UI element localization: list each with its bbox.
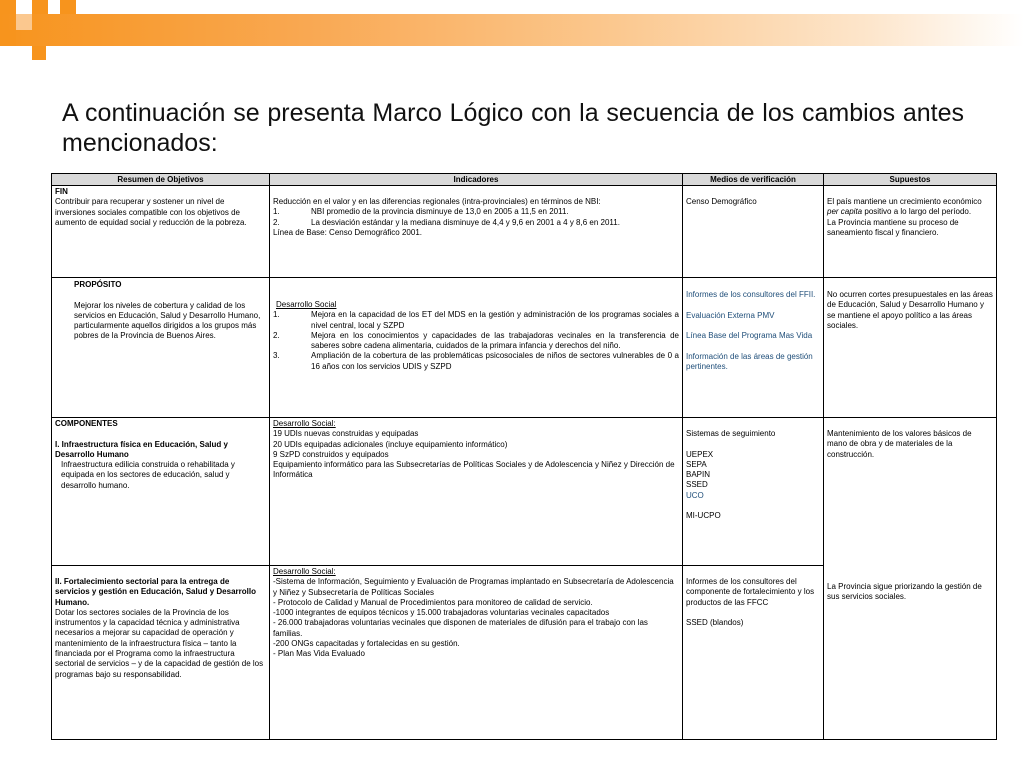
componente-1-medios-cell: [684, 429, 822, 522]
list-item: 3. Ampliación de la cobertura de las problemáticas psicosociales de niños de sectores vulnerables de 0 a 16 años con los servicios UDIS y SZPD: [273, 351, 679, 371]
componente-1-ind-line: 20 UDIs equipadas adicionales (incluye equipamiento informático): [273, 439, 508, 449]
column-divider: [823, 174, 824, 739]
componente-2-ind-line: - 26.000 trabajadoras voluntarias vecinales que disponen de materiales de difusión para el trabajo con las familias.: [273, 618, 648, 638]
componente-1-medios-item: SEPA: [686, 459, 707, 469]
decor-square: [32, 0, 48, 14]
decor-square: [0, 30, 16, 46]
componentes-label: COMPONENTES: [55, 419, 118, 428]
decor-square: [60, 0, 76, 14]
componente-1-medios-last: MI-UCPO: [686, 511, 721, 521]
componente-1-body: Infraestructura edilicia construida o rehabilitada y equipada en los sectores de educación, salud y desarrollo humano.: [61, 460, 235, 490]
proposito-medios-4: Información de las áreas de gestión pertinentes.: [686, 351, 813, 372]
proposito-indicadores-cell: [271, 300, 681, 372]
row-divider: [52, 565, 823, 566]
componente-2-medios-text-b: SSED (blandos): [686, 618, 744, 628]
componente-2-ind-line: -200 ONGs capacitadas y fortalecidas en su gestión.: [273, 639, 460, 649]
componente-1-resumen-cell: [53, 419, 268, 491]
header-supuestos: Supuestos: [889, 175, 931, 184]
proposito-label: PROPÓSITO: [74, 280, 122, 289]
header-decor-band: [0, 14, 1024, 46]
column-divider: [269, 174, 270, 739]
componente-1-title: I. Infraestructura física en Educación, Salud y Desarrollo Humano: [55, 439, 228, 459]
fin-supuestos-cell: [825, 197, 995, 238]
column-divider: [682, 174, 683, 739]
list-item: 2. La desviación estándar y la mediana disminuye de 4,4 y 9,6 en 2001 a 4 y 8,6 en 2011.: [273, 217, 620, 227]
componente-1-supuestos-cell: [825, 429, 995, 460]
decor-square: [32, 46, 46, 60]
fin-medios-text: Censo Demográfico: [686, 197, 757, 206]
slide-title: A continuación se presenta Marco Lógico con la secuencia de los cambios antes mencionados:: [62, 99, 964, 157]
componente-1-supuestos-text: Mantenimiento de los valores básicos de mano de obra y de materiales de la construcción.: [827, 429, 972, 459]
componente-1-ind-head: Desarrollo Social:: [273, 419, 336, 428]
componente-2-resumen-cell: [53, 577, 268, 680]
fin-label: FIN: [55, 187, 68, 196]
row-divider: [52, 277, 996, 278]
fin-supuestos-text-2: La Provincia mantiene su proceso de saneamiento fiscal y financiero.: [827, 217, 959, 237]
logical-framework-table: [51, 173, 997, 740]
componente-1-medios-uco: UCO: [686, 490, 704, 500]
fin-resumen-text: Contribuir para recuperar y sostener un nivel de inversiones sociales compatible con los objetivos de aumento de equidad social y reducción de la pobreza.: [55, 197, 247, 227]
componente-2-ind-head: Desarrollo Social:: [273, 567, 336, 576]
componente-1-ind-line: 9 SzPD construidos y equipados: [273, 449, 389, 459]
header-indicadores: Indicadores: [453, 175, 499, 184]
componente-2-ind-line: - Plan Mas Vida Evaluado: [273, 649, 365, 659]
fin-indicadores-intro: Reducción en el valor y en las diferencias regionales (intra-provinciales) en términos de NBI:: [273, 197, 601, 206]
decor-square: [0, 0, 16, 14]
proposito-resumen-text: Mejorar los niveles de cobertura y calidad de los servicios en Educación, Salud y Desarrollo Humano, particularmente aquellos dirigidos a los grupos más pobres de la Provincia de Buenos Aires.: [74, 300, 261, 341]
proposito-supuestos-text: No ocurren cortes presupuestales en las áreas de Educación, Salud y Desarrollo Humano y se mantiene el apoyo político a las áreas sociales.: [827, 290, 993, 330]
componente-2-ind-line: -1000 integrantes de equipos técnicos y 15.000 trabajadoras voluntarias vecinales capacitados: [273, 608, 610, 618]
componente-2-supuestos-cell: [825, 582, 995, 603]
componente-2-ind-line: - Protocolo de Calidad y Manual de Procedimientos para monitoreo de calidad de servicio.: [273, 597, 593, 607]
header-medios: Medios de verificación: [710, 175, 796, 184]
componente-2-body: Dotar los sectores sociales de la Provincia de los instrumentos y la capacidad técnica y administrativa necesarios a mejorar su capacidad de operación y mantenimiento de la infraestructura física – tanto la financiada por el Programa como la infraestructura sectorial de servicios – y de la capacidad de gestión de los programas bajo su responsabilidad.: [55, 607, 264, 679]
componente-1-medios-head: Sistemas de seguimiento: [686, 429, 776, 438]
fin-supuestos-text: El país mantiene un crecimiento económico per capita positivo a lo largo del período.: [827, 197, 982, 217]
fin-indicadores-cell: [271, 197, 681, 238]
header-resumen: Resumen de Objetivos: [117, 175, 204, 184]
proposito-resumen-cell: [72, 280, 267, 342]
proposito-medios-cell: [684, 290, 822, 372]
componente-1-ind-line: Equipamiento informático para las Subsecretarías de Políticas Sociales y de Adolescencia y Niñez y Dirección de Informática: [273, 460, 675, 480]
componente-2-indicadores-cell: [271, 567, 681, 660]
componente-1-medios-item: BAPIN: [686, 470, 711, 480]
componente-1-medios-item: SSED: [686, 480, 708, 490]
fin-medios-cell: [684, 197, 822, 207]
componente-1-indicadores-cell: [271, 419, 681, 481]
proposito-supuestos-cell: [825, 290, 995, 331]
componente-2-medios-cell: [684, 577, 822, 628]
proposito-medios-3: Línea Base del Programa Mas Vida: [686, 331, 813, 341]
decor-square: [16, 14, 32, 30]
fin-resumen-cell: [53, 187, 268, 228]
componente-1-medios-item: UEPEX: [686, 449, 714, 459]
list-item: 2. Mejora en los conocimientos y capacidades de las trabajadoras vecinales en la transferencia de saberes sobre cadena alimentaria, cuidados de la primara infancia y derechos del niño.: [273, 330, 679, 351]
fin-indicadores-base: Línea de Base: Censo Demográfico 2001.: [273, 227, 422, 237]
table-header-row: [52, 174, 996, 186]
componente-2-supuestos-text: La Provincia sigue priorizando la gestión de sus servicios sociales.: [827, 582, 982, 602]
list-item: 1. NBI promedio de la provincia disminuye de 13,0 en 2005 a 11,5 en 2011.: [273, 207, 569, 217]
proposito-indicadores-head: Desarrollo Social: [276, 300, 337, 309]
proposito-medios-1: Informes de los consultores del FFII.: [686, 290, 816, 299]
componente-2-medios-text: Informes de los consultores del componente de fortalecimiento y los productos de las FFCC: [686, 577, 815, 607]
row-divider: [52, 417, 996, 418]
componente-1-ind-line: 19 UDIs nuevas construidas y equipadas: [273, 429, 419, 439]
componente-2-ind-line: -Sistema de Información, Seguimiento y Evaluación de Programas implantado en Subsecretaría de Adolescencia y Niñez y Subsecretaría de Políticas Sociales: [273, 577, 674, 597]
list-item: 1. Mejora en la capacidad de los ET del MDS en la gestión y administración de los programas sociales a nivel central, local y SZPD: [273, 310, 679, 330]
componente-2-title: II. Fortalecimiento sectorial para la entrega de servicios y gestión en Educación, Salud y Desarrollo Humano.: [55, 577, 256, 607]
proposito-medios-2: Evaluación Externa PMV: [686, 310, 775, 320]
